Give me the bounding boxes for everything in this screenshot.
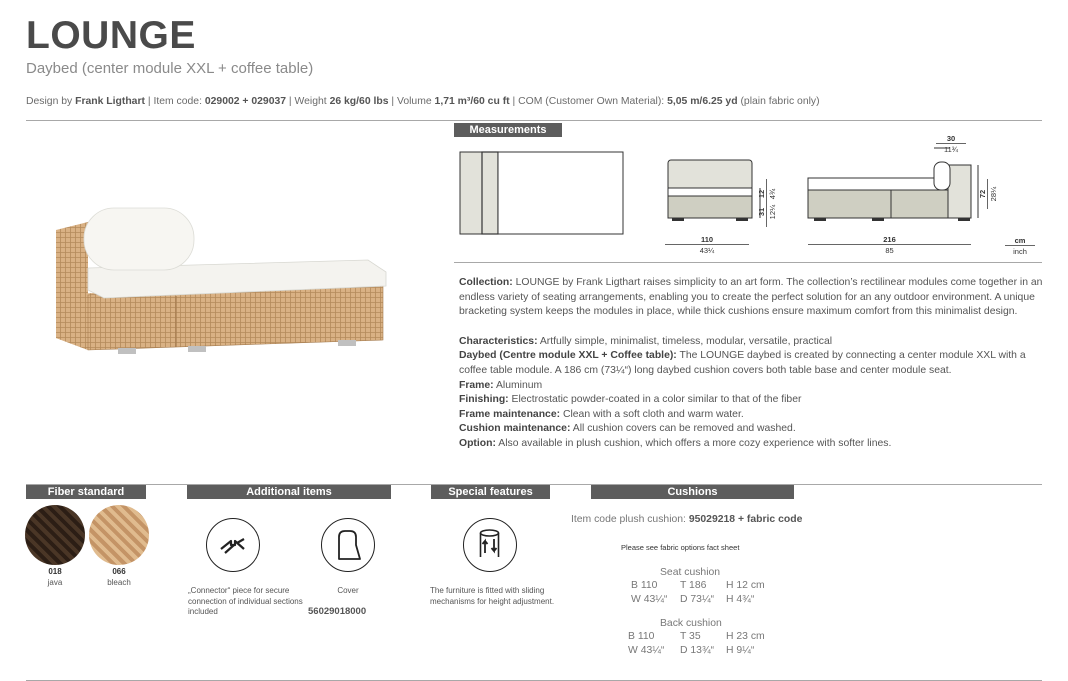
plush-cushion-code: Item code plush cushion: 95029218 + fabric code — [571, 514, 803, 525]
header-rule — [26, 120, 1042, 121]
designer-name: Frank Ligthart — [75, 96, 145, 107]
fiber-bleach-label: 066 bleach — [107, 567, 131, 587]
product-description: Collection: LOUNGE by Frank Ligthart raises simplicity to an art form. The collection’s rectilinear modules come together in an endless variety of seating arrangements, enabling you to create the perfect solution for an any outdoor environment. A unique bracketing system keeps the modules in place, while thick cushions ensure maximum comfort from this minimalist design. Characteristics: Artfully simple, minimalist, timeless, modular, versatile, practical Daybed (Centre module XXL + Coffee table): The LOUNGE daybed is created by connecting a center module XXL with a coffee table module. A 186 cm (73¼“) long daybed cushion covers both table base and center module seat. Frame: Aluminum Finishing: Electrostatic powder-coated in a color similar to that of the fiber Frame maintenance: Clean with a soft cloth and warm water. Cushion maintenance: All cushion covers can be removed and washed. Option: Also available in plush cushion, which offers a more cozy experience with softer lines. — [459, 277, 1043, 449]
dim-height: 72 28¼ — [978, 179, 998, 209]
special-heading: Special features — [431, 485, 550, 499]
back-cushion-title: Back cushion — [660, 618, 722, 629]
additional-heading: Additional items — [187, 485, 391, 499]
connector-text: „Connector“ piece for secure connection of individual sections included — [188, 586, 303, 616]
dim-cushion: 12 4¾ — [757, 179, 777, 209]
page-subtitle: Daybed (center module XXL + coffee table) — [26, 60, 314, 77]
weight: 26 kg/60 lbs — [329, 96, 389, 107]
collection-text: LOUNGE by Frank Ligthart raises simplicity to an art form. The collection’s rectilinear modules come together in an endless variety of seating arrangements, enabling you to create the perfect solution for an any outdoor environment. A unique bracketing system keeps the modules in place, while thick cushions ensure maximum comfort from this minimalist design. — [459, 277, 1043, 318]
volume: 1,71 m³/60 cu ft — [434, 96, 510, 107]
dim-bolster: 30 11¾ — [936, 134, 966, 154]
item-code: 029002 + 029037 — [204, 96, 287, 107]
dim-width: 110 43¼ — [665, 235, 749, 255]
measurements-heading: Measurements — [454, 123, 562, 137]
dim-seat-height: 31 12¼ — [757, 197, 777, 227]
unit-legend: cm inch — [1005, 236, 1035, 256]
seat-cushion-title: Seat cushion — [660, 567, 721, 578]
connector-icon — [206, 518, 260, 572]
height-adjust-icon — [463, 518, 517, 572]
fiber-heading: Fiber standard — [26, 485, 146, 499]
cover-icon — [321, 518, 375, 572]
fabric-note: Please see fabric options fact sheet — [621, 543, 740, 552]
com-amount: 5,05 m/6.25 yd — [667, 96, 738, 107]
cover-code: 56029018000 — [308, 606, 367, 617]
cushions-heading: Cushions — [591, 485, 794, 499]
product-image-daybed — [48, 200, 393, 360]
measurements-rule — [454, 262, 1042, 263]
special-text: The furniture is fitted with sliding mechanisms for height adjustment. — [430, 586, 555, 606]
dim-length: 216 85 — [808, 235, 971, 255]
product-meta: Design by Frank Ligthart | Item code: 029002 + 029037 | Weight 26 kg/60 lbs | Volume 1,71 m³/60 cu ft | COM (Customer Own Material): 5,05 m/6.25 yd (plain fabric only) — [26, 96, 820, 107]
swatch-java — [25, 505, 85, 565]
page-title: LOUNGE — [26, 14, 196, 57]
swatch-bleach — [89, 505, 149, 565]
fiber-java-label: 018 java — [47, 567, 63, 587]
cover-label: Cover — [337, 586, 359, 595]
